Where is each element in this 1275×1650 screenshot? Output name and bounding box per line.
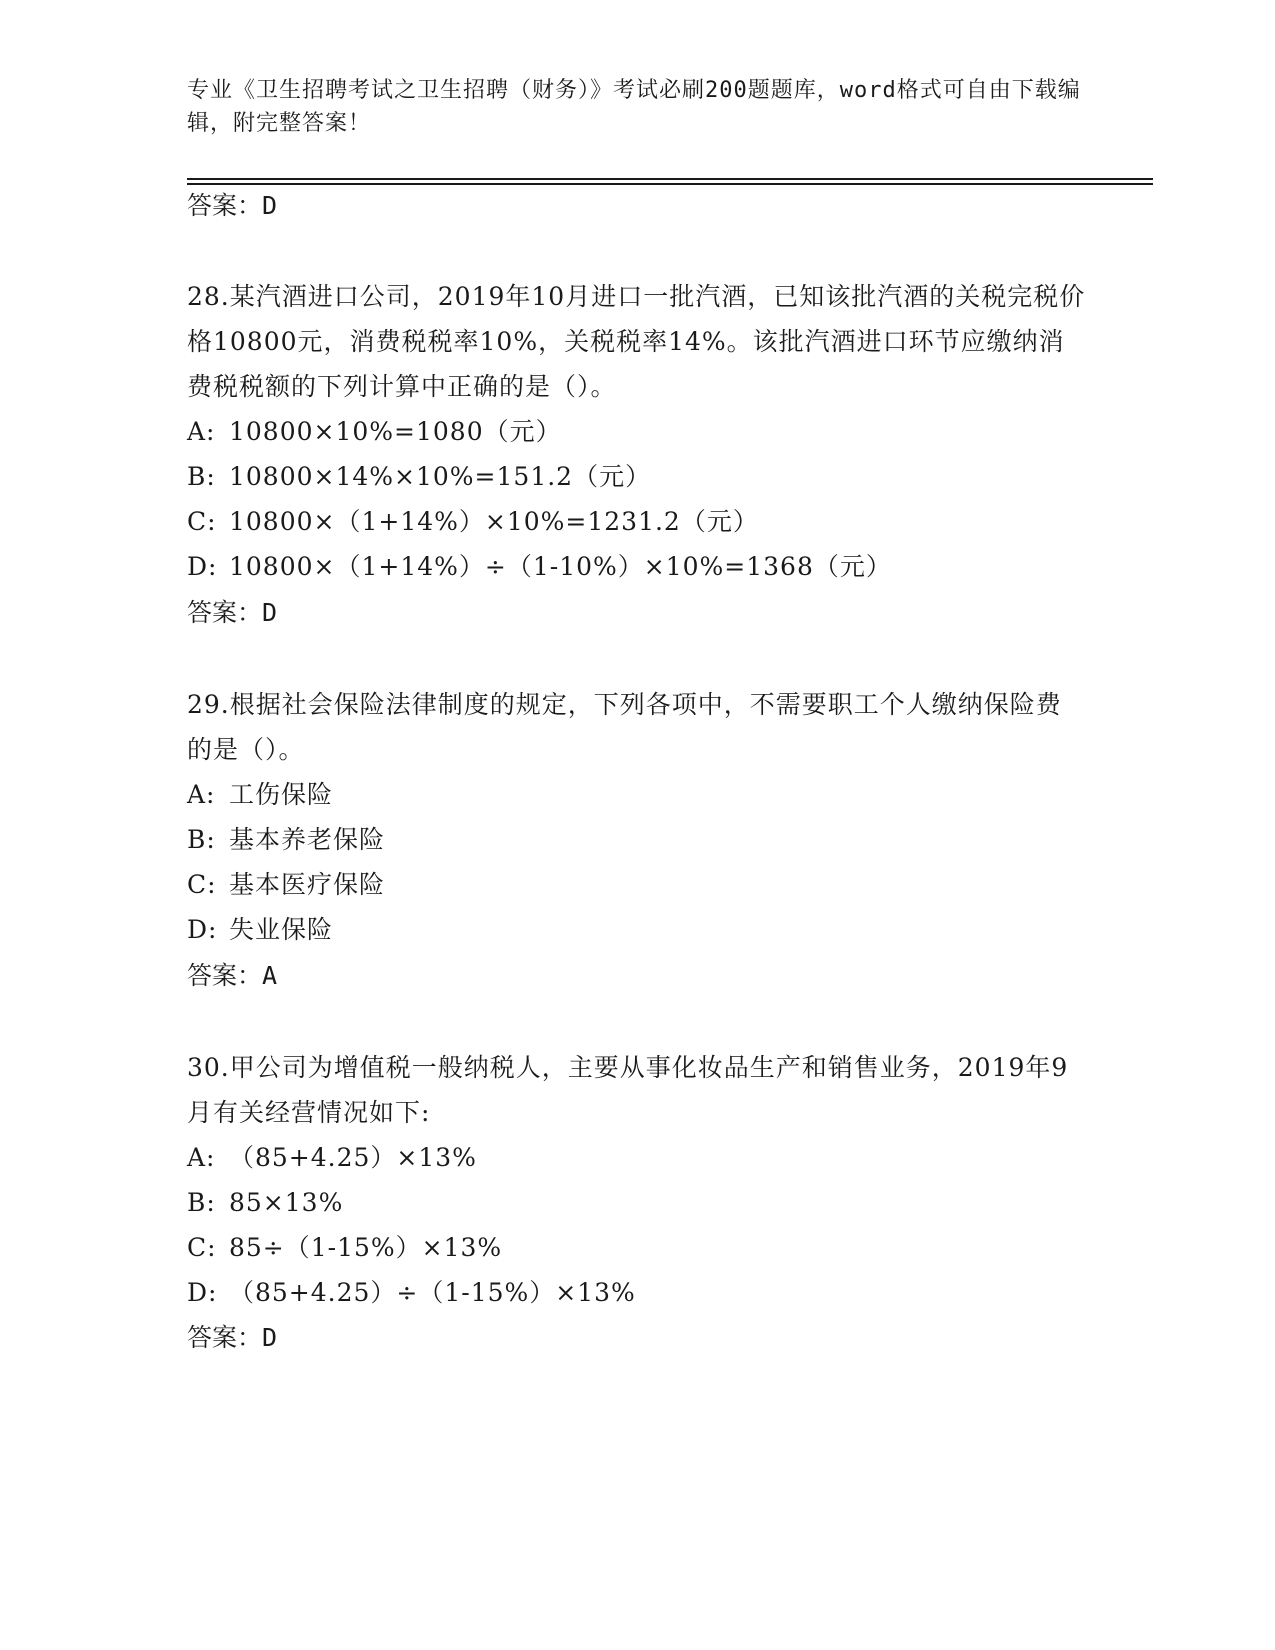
option-a xyxy=(187,772,1087,817)
option-text: 工伤保险 xyxy=(229,780,334,809)
option-letter: D: xyxy=(187,915,218,944)
option-c xyxy=(187,499,1087,544)
question-29 xyxy=(187,682,1087,952)
option-b xyxy=(187,1180,1087,1225)
option-b xyxy=(187,454,1087,499)
option-letter: A: xyxy=(187,780,216,809)
option-d xyxy=(187,1270,1087,1315)
option-c xyxy=(187,1225,1087,1270)
option-text: 85×13% xyxy=(229,1188,344,1217)
question-text: 29.根据社会保险法律制度的规定，下列各项中，不需要职工个人缴纳保险费的是（）。 xyxy=(187,690,1062,764)
option-letter: A: xyxy=(187,1143,216,1172)
option-c xyxy=(187,862,1087,907)
question-text: 28.某汽酒进口公司，2019年10月进口一批汽酒，已知该批汽酒的关税完税价格10800元，消费税税率10%，关税税率14%。该批汽酒进口环节应缴纳消费税税额的下列计算中正确的是（）。 xyxy=(187,282,1086,401)
option-text: 10800×（1+14%）×10%=1231.2（元） xyxy=(229,507,759,536)
option-a xyxy=(187,1135,1087,1180)
option-letter: A: xyxy=(187,417,216,446)
answer-label: 答案：D xyxy=(187,598,278,627)
option-text: 失业保险 xyxy=(229,915,334,944)
question-text: 30.甲公司为增值税一般纳税人，主要从事化妆品生产和销售业务，2019年9月有关经营情况如下: xyxy=(187,1053,1069,1127)
option-d xyxy=(187,544,1087,589)
answer-label: 答案：D xyxy=(187,1323,278,1352)
question-28 xyxy=(187,274,1087,589)
option-d xyxy=(187,907,1087,952)
option-text: 基本医疗保险 xyxy=(229,870,386,899)
option-letter: B: xyxy=(187,1188,216,1217)
option-text: 10800×14%×10%=151.2（元） xyxy=(229,462,652,491)
option-letter: B: xyxy=(187,825,216,854)
option-text: （85+4.25）÷（1-15%）×13% xyxy=(229,1278,636,1307)
answer-label: 答案：A xyxy=(187,961,278,990)
option-text: 基本养老保险 xyxy=(229,825,386,854)
answer-label: 答案：D xyxy=(187,191,278,220)
option-text: （85+4.25）×13% xyxy=(229,1143,477,1172)
header-divider-top xyxy=(187,178,1153,180)
option-letter: C: xyxy=(187,507,217,536)
option-letter: D: xyxy=(187,1278,218,1307)
option-a xyxy=(187,409,1087,454)
option-text: 10800×10%=1080（元） xyxy=(229,417,562,446)
document-header: 专业《卫生招聘考试之卫生招聘（财务）》考试必刷200题题库，word格式可自由下载编辑，附完整答案！ xyxy=(187,78,1081,136)
option-text: 85÷（1-15%）×13% xyxy=(229,1233,503,1262)
option-b xyxy=(187,817,1087,862)
option-letter: D: xyxy=(187,552,218,581)
header-divider-bottom xyxy=(187,183,1153,185)
question-30 xyxy=(187,1045,1087,1315)
option-letter: B: xyxy=(187,462,216,491)
option-letter: C: xyxy=(187,870,217,899)
option-text: 10800×（1+14%）÷（1-10%）×10%=1368（元） xyxy=(229,552,892,581)
option-letter: C: xyxy=(187,1233,217,1262)
